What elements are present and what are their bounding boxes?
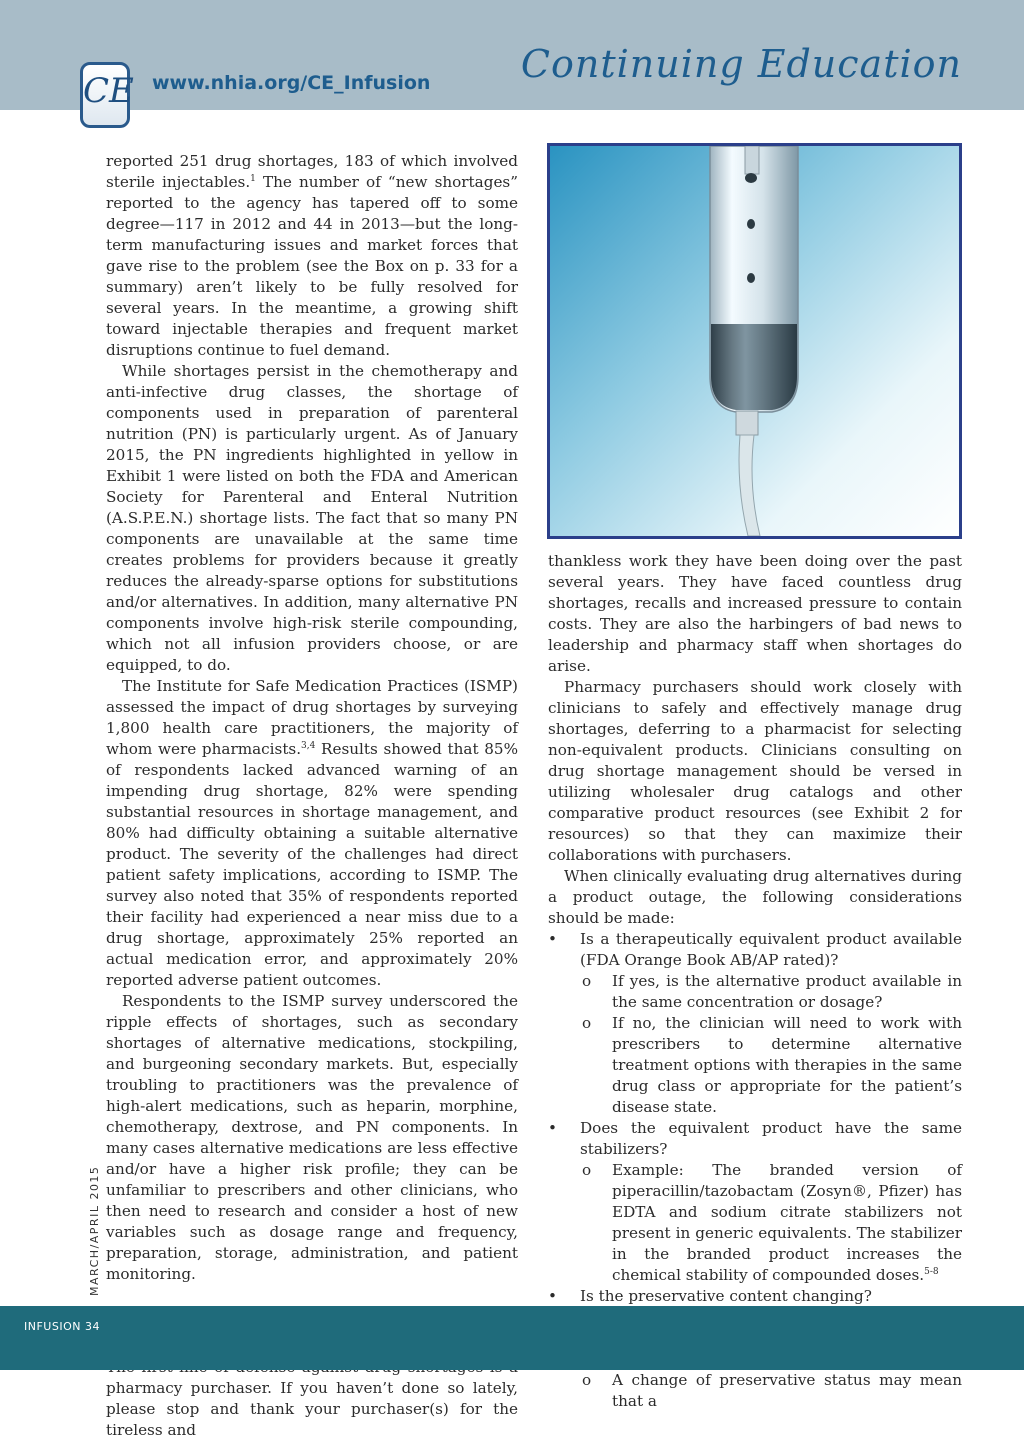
list-item: • Does the equivalent product have the same stabilizers? o Example: The branded version of piperacillin/tazobactam (Zosyn®, Pfizer) has EDTA and sodium citrate stabilizers not present in generic equivalents. The stabilizer in the branded product increases the chemical stability of compounded doses.$^{5-8}$ xyxy=(548,1118,962,1286)
right-column xyxy=(548,551,962,1412)
left-paragraph-5: pharmacy purchaser. If you haven’t done so lately, please stop and thank your purchaser(s) for the tireless and xyxy=(106,1379,518,1439)
right-paragraph-2: Pharmacy purchasers should work closely with clinicians to safely and effectively manage drug shortages, deferring to a pharmacist for selecting non-equivalent products. Clinicians consulting on drug shortage management should be versed in utilizing wholesaler drug catalogs and other comparative product resources (see Exhibit 2 for resources) so that they can maximize their collaborations with purchasers. xyxy=(548,678,962,864)
site-url-link[interactable]: www.nhia.org/CE_Infusion xyxy=(152,72,431,94)
drip-chamber-illustration xyxy=(550,146,959,536)
sub-list-item: o If no, the clinician will need to work with prescribers to determine alternative treatment options with therapies in the same drug class or appropriate for the patient’s disease state. xyxy=(548,1013,962,1118)
list-item: • Is a therapeutically equivalent product available (FDA Orange Book AB/AP rated)? o If yes, is the alternative product available in the same concentration or dosage? o If no, the clinician will need to work with prescribers to determine alternative treatment options with therapies in the same drug class or appropriate for the patient’s disease state. xyxy=(548,929,962,1118)
ce-logo-icon xyxy=(80,62,134,128)
ce-logo-text: CE xyxy=(83,71,134,111)
left-paragraph-2: While shortages persist in the chemotherapy and anti-infective drug classes, the shortage of components used in preparation of parenteral nutrition (PN) is particularly urgent. As of January 2015, the PN ingredients highlighted in yellow in Exhibit 1 were listed on both the FDA and American Society for Parenteral and Enteral Nutrition (A.S.P.E.N.) shortage lists. The fact that so many PN components are unavailable at the same time creates problems for providers because it greatly reduces the already-sparse options for substitutions and/or alternatives. In addition, many alternative PN components involve high-risk sterile compounding, which not all infusion providers choose, or are equipped, to do. xyxy=(106,362,518,674)
issue-date: MARCH/APRIL 2015 xyxy=(88,1165,101,1296)
list-item: • Is the preservative content changing? o o A change of preservative status may mean that a xyxy=(548,1286,962,1412)
sub-list-item: o A change of preservative status may mean that a xyxy=(548,1370,962,1412)
page-folio: INFUSION 34 xyxy=(24,1320,100,1333)
left-paragraph-1: reported 251 drug shortages, 183 of which involved sterile injectables.$^1$ The number of “new shortages” reported to the agency has tapered off to some degree—117 in 2012 and 44 in 2013—but the long-term manufacturing issues and market forces that gave rise to the problem (see the Box on p. 33 for a summary) aren’t likely to be fully resolved for several years. In the meantime, a growing shift toward injectable therapies and frequent market disruptions continue to fuel demand. xyxy=(106,152,518,359)
section-title: Continuing Education xyxy=(520,42,962,86)
left-paragraph-4: Respondents to the ISMP survey underscored the ripple effects of shortages, such as secondary shortages of alternative medications, stockpiling, and burgeoning secondary markets. But, especially troubling to practitioners was the prevalence of high-alert medications, such as heparin, morphine, chemotherapy, dextrose, and PN components. In many cases alternative medications are less effective and/or have a higher risk profile; they can be unfamiliar to prescribers and other clinicians, who then need to research and consider a host of new variables such as dosage range and frequency, preparation, storage, administration, and patient monitoring. xyxy=(106,992,518,1283)
left-column xyxy=(106,151,518,1441)
footer-band xyxy=(0,1306,1024,1370)
sub-list-item: o Example: The branded version of piperacillin/tazobactam (Zosyn®, Pfizer) has EDTA and sodium citrate stabilizers not present in generic equivalents. The stabilizer in the branded product increases the chemical stability of compounded doses.$^{5-8}$ xyxy=(548,1160,962,1286)
sub-list-item: o If yes, is the alternative product available in the same concentration or dosage? xyxy=(548,971,962,1013)
iv-drip-chamber-photo xyxy=(547,143,962,539)
right-paragraph-3: When clinically evaluating drug alternatives during a product outage, the following considerations should be made: xyxy=(548,867,962,927)
sub-list xyxy=(548,971,962,1118)
sub-list xyxy=(548,1160,962,1286)
right-paragraph-1: thankless work they have been doing over the past several years. They have faced countless drug shortages, recalls and increased pressure to contain costs. They are also the harbingers of bad news to leadership and pharmacy staff when shortages do arise. xyxy=(548,552,962,675)
left-paragraph-3: The Institute for Safe Medication Practices (ISMP) assessed the impact of drug shortages by surveying 1,800 health care practitioners, the majority of whom were pharmacists.$^{3,4}$ Results showed that 85% of respondents lacked advanced warning of an impending drug shortage, 82% were spending substantial resources in shortage management, and 80% had difficulty obtaining a suitable alternative product. The severity of the challenges had direct patient safety implications, according to ISMP. The survey also noted that 35% of respondents reported their facility had experienced a near miss due to a drug shortage, approximately 25% reported an actual medication error, and approximately 20% reported adverse patient outcomes. xyxy=(106,677,518,989)
